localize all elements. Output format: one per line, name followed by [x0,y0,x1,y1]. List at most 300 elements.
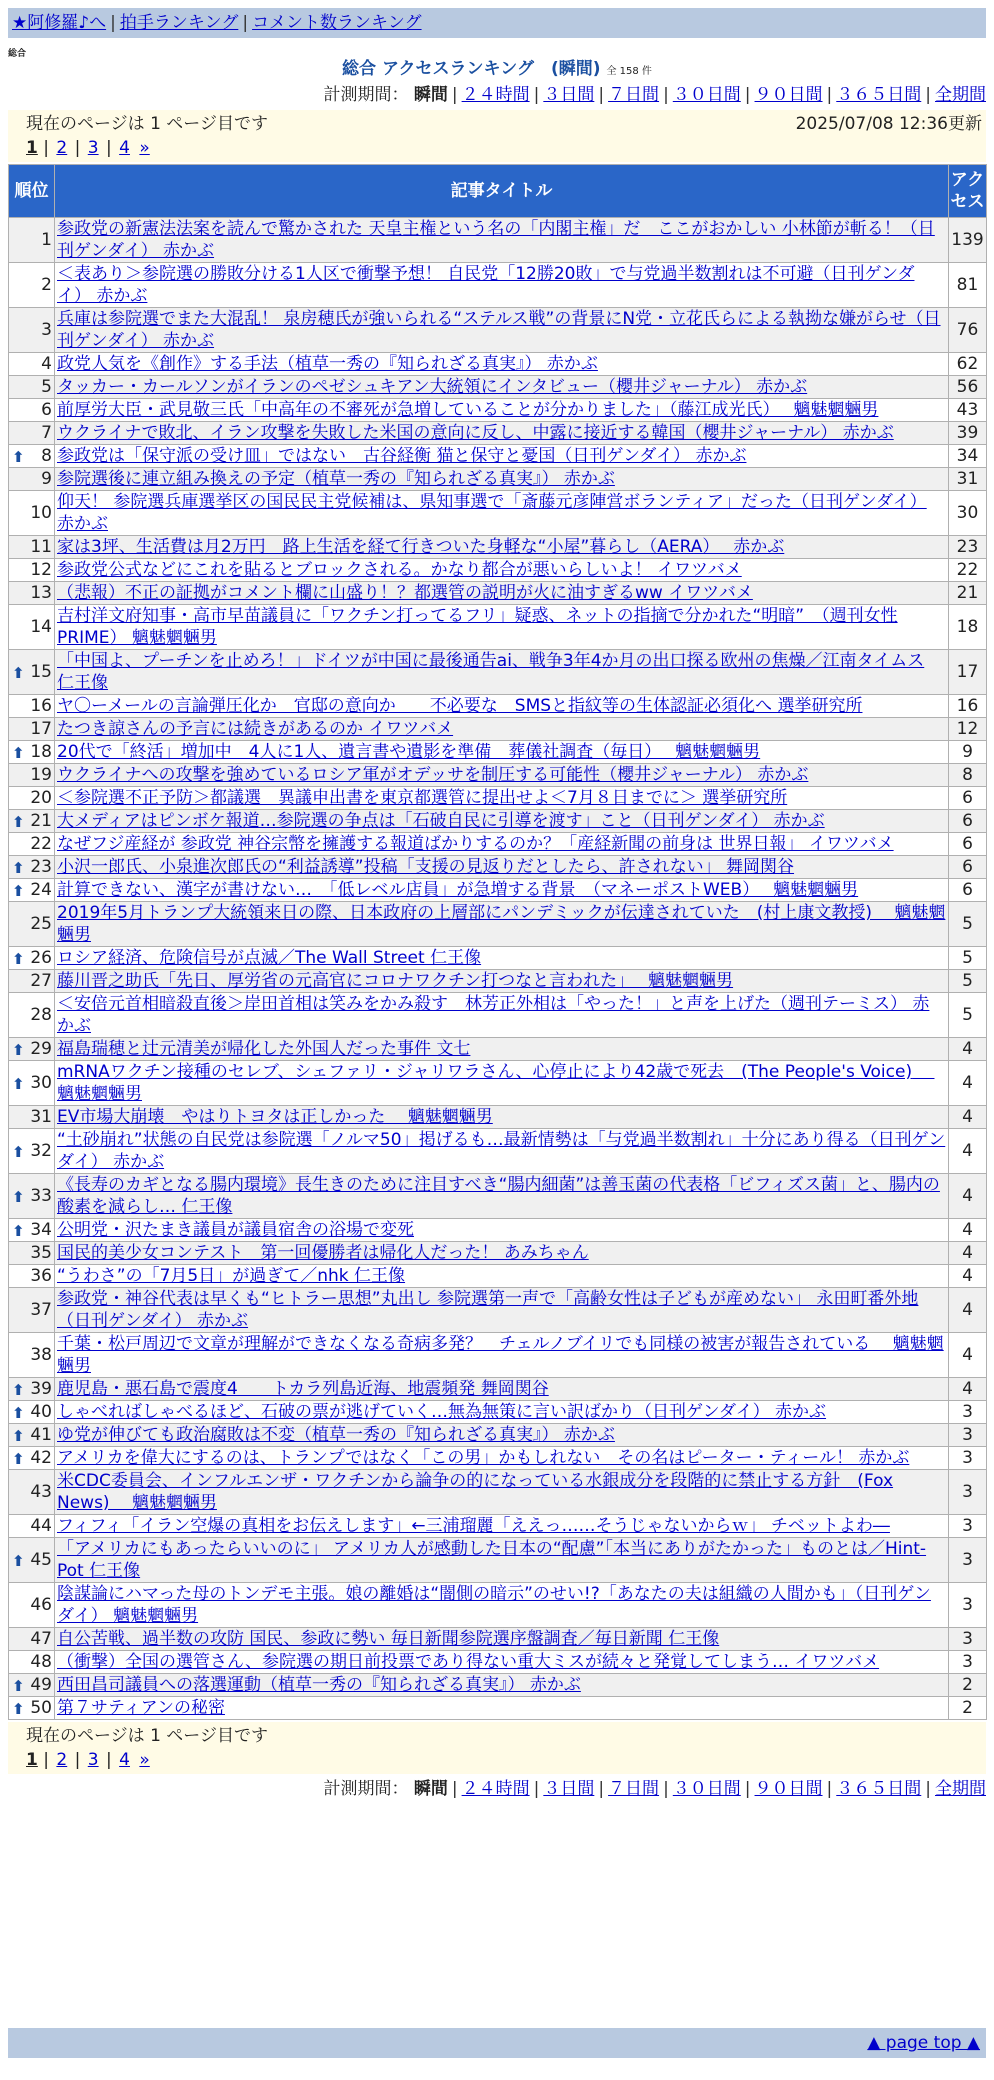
access-count: 4 [949,1038,987,1061]
rank-cell [9,1378,55,1401]
article-link[interactable]: “土砂崩れ”状態の自民党は参院選「ノルマ50」掲げるも…最新情勢は「与党過半数割れ」十分にあり得る（日刊ゲンダイ） 赤かぶ [57,1130,946,1172]
page-link-4[interactable]: 4 [119,1750,130,1770]
rank-cell [9,1583,55,1628]
title-cell [55,1628,949,1651]
ranking-table [8,164,987,1720]
table-row [9,1061,987,1106]
title-cell [55,422,949,445]
rank-cell [9,1219,55,1242]
table-row [9,1447,987,1470]
title-cell [55,810,949,833]
rank-number: 45 [30,1550,52,1570]
rank-number: 44 [30,1516,52,1536]
table-row [9,879,987,902]
access-count: 4 [949,1129,987,1174]
access-count: 139 [949,218,987,263]
page-top-link[interactable]: ▲ page top ▲ [867,2033,980,2053]
title-cell [55,399,949,422]
table-row [9,559,987,582]
article-link[interactable]: ゆ党が伸びても政治腐敗は不変（植草一秀の『知られざる真実』） 赤かぶ [57,1425,615,1445]
rank-number: 40 [30,1402,52,1422]
title-cell [55,650,949,695]
article-link[interactable]: 「アメリカにもあったらいいのに」 アメリカ人が感動した日本の“配慮”「本当にありがたかった」ものとは／Hint-Pot 仁王像 [57,1539,927,1581]
article-link[interactable]: 仰天！ 参院選兵庫選挙区の国民民主党候補は、県知事選で「斎藤元彦陣営ボランティア」だった（日刊ゲンダイ） 赤かぶ [57,492,927,534]
period-all-link[interactable]: 全期間 [935,85,986,105]
table-row [9,445,987,468]
rank-cell [9,559,55,582]
table-row [9,993,987,1038]
title-cell [55,1515,949,1538]
access-count: 56 [949,376,987,399]
rank-cell [9,787,55,810]
table-row [9,536,987,559]
period-90d-link[interactable]: ９０日間 [754,85,823,105]
page-title-text: 総合 アクセスランキング (瞬間) [342,59,601,79]
rank-number: 13 [30,583,52,603]
rank-cell [9,1424,55,1447]
rank-cell [9,718,55,741]
table-row [9,787,987,810]
table-row [9,718,987,741]
rank-cell [9,353,55,376]
table-row [9,810,987,833]
title-cell [55,1674,949,1697]
article-link[interactable]: 20代で「終活」増加中 4人に1人、遺言書や遺影を準備 葬儀社調査（毎日） 魑魅魍魎男 [57,742,761,762]
period-365d-link[interactable]: ３６５日間 [836,85,922,105]
title-cell [55,353,949,376]
access-count: 81 [949,263,987,308]
header-title: 記事タイトル [55,165,949,218]
period-30d-link[interactable]: ３０日間 [672,85,741,105]
rank-number: 17 [30,719,52,739]
rank-number: 34 [30,1220,52,1240]
rank-cell [9,1061,55,1106]
period-selector-bottom: 計測期間： 瞬間 | ２４時間 | ３日間 | ７日間 | ３０日間 | ９０日間 | ３６５日間 | 全期間 [323,1779,986,1799]
article-link[interactable]: “うわさ”の「7月5日」が過ぎて／nhk 仁王像 [57,1266,406,1286]
rank-cell [9,1333,55,1378]
title-cell [55,1424,949,1447]
title-cell [55,263,949,308]
table-row [9,1038,987,1061]
access-count: 3 [949,1583,987,1628]
rank-cell [9,810,55,833]
access-count: 43 [949,399,987,422]
rank-cell [9,902,55,947]
rank-number: 12 [30,560,52,580]
rank-cell [9,1515,55,1538]
article-link[interactable]: ＜表あり＞参院選の勝敗分ける1人区で衝撃予想！ 自民党「12勝20敗」で与党過半数割れは不可避（日刊ゲンダイ） 赤かぶ [57,264,915,306]
access-count: 3 [949,1470,987,1515]
access-count: 3 [949,1515,987,1538]
rank-number: 14 [30,617,52,637]
access-count: 2 [949,1674,987,1697]
ranking-body [9,218,987,1720]
article-link[interactable]: たつき諒さんの予言には続きがあるのか イワツバメ [57,719,454,739]
rank-number: 31 [30,1107,52,1127]
rank-up-arrow-icon: ⬆ [12,1677,25,1695]
table-row [9,1424,987,1447]
rank-number: 16 [30,696,52,716]
rank-cell [9,833,55,856]
title-cell [55,559,949,582]
period-365d-link[interactable]: ３６５日間 [836,1779,922,1799]
article-link[interactable]: 「中国よ、プーチンを止めろ！」ドイツが中国に最後通告ai、戦争3年4か月の出口探る欧州の焦燥／江南タイムス 仁王像 [57,651,925,693]
rank-cell [9,1106,55,1129]
rank-number: 10 [30,503,52,523]
rank-number: 2 [41,275,52,295]
access-count: 4 [949,1061,987,1106]
rank-up-arrow-icon: ⬆ [12,1404,25,1422]
period-3d-link[interactable]: ３日間 [543,85,595,105]
rank-number: 4 [41,354,52,374]
rank-cell [9,1288,55,1333]
table-row [9,1378,987,1401]
access-count: 3 [949,1628,987,1651]
article-link[interactable]: なぜフジ産経が 参政党 神谷宗幣を擁護する報道ばかりするのか？「産経新聞の前身は 世界日報」 イワツバメ [57,834,894,854]
page-title [0,58,994,83]
rank-number: 26 [30,948,52,968]
article-link[interactable]: 参政党は「保守派の受け皿」ではない 古谷経衡 猫と保守と憂国（日刊ゲンダイ） 赤かぶ [57,446,747,466]
table-row [9,605,987,650]
rank-number: 11 [30,537,52,557]
article-link[interactable]: 第７サティアンの秘密 [57,1698,225,1718]
article-link[interactable]: 吉村洋文府知事・高市早苗議員に「ワクチン打ってるフリ」疑惑、ネットの指摘で分かれた“明暗” （週刊女性PRIME） 魑魅魍魎男 [57,606,898,648]
rank-cell [9,1651,55,1674]
article-link[interactable]: 福島瑞穂と辻元清美が帰化した外国人だった事件 文七 [57,1039,471,1059]
title-cell [55,993,949,1038]
access-count: 4 [949,1174,987,1219]
rank-number: 36 [30,1266,52,1286]
rank-number: 41 [30,1425,52,1445]
title-cell [55,1470,949,1515]
title-cell [55,1697,949,1720]
total-count: 全 158 件 [606,66,652,77]
title-cell [55,468,949,491]
table-row [9,218,987,263]
period-30d-link[interactable]: ３０日間 [672,1779,741,1799]
rank-number: 18 [30,742,52,762]
rank-cell [9,1470,55,1515]
article-link[interactable]: タッカー・カールソンがイランのペゼシュキアン大統領にインタビュー（櫻井ジャーナル） 赤かぶ [57,377,808,397]
title-cell [55,376,949,399]
title-cell [55,695,949,718]
access-count: 39 [949,422,987,445]
page-link-4[interactable]: 4 [119,138,130,158]
period-7d-link[interactable]: ７日間 [608,1779,660,1799]
rank-number: 20 [30,788,52,808]
rank-cell [9,1538,55,1583]
rank-number: 3 [41,320,52,340]
title-cell [55,1288,949,1333]
rank-number: 46 [30,1595,52,1615]
access-count: 5 [949,947,987,970]
rank-number: 8 [41,446,52,466]
article-link[interactable]: 前厚労大臣・武見敬三氏「中高年の不審死が急増していることが分かりました」（藤江成光氏） 魑魅魍魎男 [57,400,879,420]
title-cell [55,833,949,856]
rank-up-arrow-icon: ⬆ [12,1143,25,1161]
period-24h-link[interactable]: ２４時間 [461,1779,530,1799]
article-link[interactable]: 計算できない、漢字が書けない… 「低レベル店員」が急増する背景 （マネーポストWEB） 魑魅魍魎男 [57,880,859,900]
title-cell [55,218,949,263]
rank-number: 47 [30,1629,52,1649]
article-link[interactable]: 自公苦戦、過半数の攻防 国民、参政に勢い 毎日新聞参院選序盤調査／毎日新聞 仁王像 [57,1629,720,1649]
period-24h-link[interactable]: ２４時間 [461,85,530,105]
page-link-3[interactable]: 3 [87,138,99,158]
period-current: 瞬間 [413,1779,448,1799]
rank-cell [9,1628,55,1651]
rank-number: 42 [30,1448,52,1468]
article-link[interactable]: 鹿児島・悪石島で震度4 トカラ列島近海、地震頻発 舞岡関谷 [57,1379,549,1399]
access-count: 6 [949,833,987,856]
rank-up-arrow-icon: ⬆ [12,882,25,900]
rank-cell [9,263,55,308]
table-row [9,582,987,605]
page-next-link[interactable]: » [139,1750,150,1770]
title-cell [55,445,949,468]
table-row [9,650,987,695]
update-date: 2025/07/08 12:36更新 [795,114,982,134]
table-header-row [9,165,987,218]
article-link[interactable]: 小沢一郎氏、小泉進次郎氏の“利益誘導”投稿「支援の見返りだとしたら、許されない」 舞岡関谷 [57,857,795,877]
rank-number: 6 [41,400,52,420]
article-link[interactable]: ロシア経済、危険信号が点滅／The Wall Street 仁王像 [57,948,482,968]
article-link[interactable]: mRNAワクチン接種のセレブ、シェファリ・ジャリワラさん、心停止により42歳で死去 (The People's Voice) 魑魅魍魎男 [57,1062,935,1104]
article-link[interactable]: 陰謀論にハマった母のトンデモ主張。娘の離婚は“闇側の暗示”のせい!?「あなたの夫は組織の人間かも」（日刊ゲンダイ） 魑魅魍魎男 [57,1584,931,1626]
rank-cell [9,1242,55,1265]
title-cell [55,741,949,764]
table-row [9,1583,987,1628]
article-link[interactable]: 公明党・沢たまき議員が議員宿舎の浴場で変死 [57,1220,414,1240]
access-count: 5 [949,902,987,947]
article-link[interactable]: 家は3坪、生活費は月2万円 路上生活を経て行きついた身軽な“小屋”暮らし（AERA） 赤かぶ [57,537,785,557]
page-info-bottom [8,1722,986,1774]
article-link[interactable]: 参政党の新憲法法案を読んで驚かされた 天皇主権という名の「内閣主権」だ ここがおかしい 小林節が斬る！（日刊ゲンダイ） 赤かぶ [57,219,935,261]
article-link[interactable]: 《長寿のカギとなる腸内環境》長生きのために注目すべき“腸内細菌”は善玉菌の代表格「ビフィズス菌」と、腸内の酸素を減らし… 仁王像 [57,1175,940,1217]
applause-ranking-link[interactable]: 拍手ランキング [119,13,239,33]
article-link[interactable]: ヤ〇ーメールの言論弾圧化か 官邸の意向か 不必要な SMSと指紋等の生体認証必須化へ 選挙研究所 [57,696,863,716]
rank-cell [9,376,55,399]
title-cell [55,1106,949,1129]
pagination: 1 | 2 | 3 | 4 » [26,138,150,158]
rank-cell [9,1401,55,1424]
rank-number: 30 [30,1073,52,1093]
access-count: 4 [949,1333,987,1378]
article-link[interactable]: フィフィ「イラン空爆の真相をお伝えします」←三浦瑠麗「ええっ……そうじゃないからｗ」 チベットよわ― [57,1516,890,1536]
article-link[interactable]: 兵庫は参院選でまた大混乱！ 泉房穂氏が強いられる“ステルス戦”の背景にN党・立花氏らによる執拗な嫌がらせ（日刊ゲンダイ） 赤かぶ [57,309,941,351]
article-link[interactable]: 大メディアはピンボケ報道…参院選の争点は「石破自民に引導を渡す」こと（日刊ゲンダイ） 赤かぶ [57,811,825,831]
page-info-top [8,110,986,162]
title-cell [55,970,949,993]
rank-cell [9,582,55,605]
rank-cell [9,308,55,353]
access-count: 34 [949,445,987,468]
rank-cell [9,1265,55,1288]
title-cell [55,1061,949,1106]
rank-number: 21 [30,811,52,831]
rank-cell [9,993,55,1038]
title-cell [55,1447,949,1470]
access-count: 12 [949,718,987,741]
rank-up-arrow-icon: ⬆ [12,1381,25,1399]
article-link[interactable]: ウクライナで敗北、イラン攻撃を失敗した米国の意向に反し、中露に接近する韓国（櫻井ジャーナル） 赤かぶ [57,423,894,443]
current-page-text: 現在のページは 1 ページ目です [26,114,268,134]
article-link[interactable]: 米CDC委員会、インフルエンザ・ワクチンから論争の的になっている水銀成分を段階的に禁止する方針 (Fox News) 魑魅魍魎男 [57,1471,894,1513]
article-link[interactable]: ウクライナへの攻撃を強めているロシア軍がオデッサを制圧する可能性（櫻井ジャーナル） 赤かぶ [57,765,809,785]
page-next-link[interactable]: » [139,138,150,158]
page-current: 1 [26,1750,38,1770]
article-link[interactable]: 藤川晋之助氏「先日、厚労省の元高官にコロナワクチン打つなと言われた」 魑魅魍魎男 [57,971,734,991]
table-row [9,695,987,718]
header-count: アクセス [949,165,987,218]
title-cell [55,605,949,650]
table-row [9,376,987,399]
table-row [9,399,987,422]
title-cell [55,856,949,879]
rank-cell [9,741,55,764]
rank-up-arrow-icon: ⬆ [12,1450,25,1468]
rank-cell [9,536,55,559]
page-link-2[interactable]: 2 [56,138,68,158]
rank-cell [9,445,55,468]
rank-cell [9,491,55,536]
rank-cell [9,695,55,718]
period-7d-link[interactable]: ７日間 [608,85,660,105]
access-count: 18 [949,605,987,650]
category-label: 総合 [8,49,27,59]
access-count: 6 [949,879,987,902]
rank-number: 48 [30,1652,52,1672]
period-label: 計測期間： [323,1779,409,1799]
rank-cell [9,422,55,445]
rank-cell [9,399,55,422]
title-cell [55,1174,949,1219]
rank-cell [9,1697,55,1720]
table-row [9,1333,987,1378]
comment-ranking-link[interactable]: コメント数ランキング [252,13,422,33]
rank-number: 50 [30,1698,52,1718]
access-count: 23 [949,536,987,559]
access-count: 6 [949,856,987,879]
rank-cell [9,879,55,902]
access-count: 4 [949,1265,987,1288]
title-cell [55,787,949,810]
table-row [9,947,987,970]
rank-number: 39 [30,1379,52,1399]
title-cell [55,1333,949,1378]
header-rank: 順位 [9,165,55,218]
rank-cell [9,605,55,650]
article-link[interactable]: 2019年5月トランプ大統領来日の際、日本政府の上層部にパンデミックが伝達されていた (村上康文教授) 魑魅魍魎男 [57,903,946,945]
rank-up-arrow-icon: ⬆ [12,1700,25,1718]
period-label: 計測期間： [323,85,409,105]
page-link-3[interactable]: 3 [87,1750,99,1770]
article-link[interactable]: ＜安倍元首相暗殺直後＞岸田首相は笑みをかみ殺す 林芳正外相は「やった！」と声を上げた（週刊テーミス） 赤かぶ [57,994,930,1036]
rank-number: 1 [41,230,52,250]
rank-cell [9,1674,55,1697]
rank-up-arrow-icon: ⬆ [12,1222,25,1240]
access-count: 31 [949,468,987,491]
access-count: 9 [949,741,987,764]
rank-cell [9,650,55,695]
page-link-2[interactable]: 2 [56,1750,68,1770]
article-link[interactable]: 政党人気を《創作》する手法（植草一秀の『知られざる真実』） 赤かぶ [57,354,598,374]
article-link[interactable]: 千葉・松戸周辺で文章が理解ができなくなる奇病多発？ チェルノブイリでも同様の被害が報告されている 魑魅魍魎男 [57,1334,944,1376]
table-row [9,1515,987,1538]
table-row [9,1628,987,1651]
article-link[interactable]: ＜参院選不正予防＞都議選 異議申出書を東京都選管に提出せよ＜7月８日までに＞ 選挙研究所 [57,788,788,808]
rank-number: 7 [41,423,52,443]
access-count: 16 [949,695,987,718]
period-current: 瞬間 [413,85,448,105]
access-count: 4 [949,1106,987,1129]
title-cell [55,1219,949,1242]
access-count: 21 [949,582,987,605]
title-cell [55,902,949,947]
article-link[interactable]: （悲報）不正の証拠がコメント欄に山盛り！？都選管の説明が火に油すぎるww イワツバメ [57,583,753,603]
period-90d-link[interactable]: ９０日間 [754,1779,823,1799]
table-row [9,1129,987,1174]
rank-number: 25 [30,914,52,934]
rank-up-arrow-icon: ⬆ [12,950,25,968]
title-cell [55,879,949,902]
article-link[interactable]: しゃべればしゃべるほど、石破の票が逃げていく…無為無策に言い訳ばかり（日刊ゲンダイ） 赤かぶ [57,1402,827,1422]
article-link[interactable]: 参政党・神谷代表は早くも“ヒトラー思想”丸出し 参院選第一声で「高齢女性は子どもが産めない」 永田町番外地（日刊ゲンダイ） 赤かぶ [57,1289,919,1331]
table-row [9,1674,987,1697]
rank-up-arrow-icon: ⬆ [12,1552,25,1570]
access-count: 5 [949,993,987,1038]
period-all-link[interactable]: 全期間 [935,1779,986,1799]
access-count: 22 [949,559,987,582]
rank-number: 19 [30,765,52,785]
period-selector-top: 計測期間： 瞬間 | ２４時間 | ３日間 | ７日間 | ３０日間 | ９０日間 | ３６５日間 | 全期間 [323,85,986,105]
access-count: 76 [949,308,987,353]
rank-cell [9,764,55,787]
rank-number: 33 [30,1186,52,1206]
access-count: 17 [949,650,987,695]
rank-number: 22 [30,834,52,854]
table-row [9,1697,987,1720]
rank-cell [9,1038,55,1061]
title-cell [55,764,949,787]
article-link[interactable]: 国民的美少女コンテスト 第一回優勝者は帰化人だった！ あみちゃん [57,1243,589,1263]
title-cell [55,491,949,536]
asyura-home-link[interactable]: ★阿修羅♪へ [12,13,107,33]
rank-number: 43 [30,1482,52,1502]
article-link[interactable]: アメリカを偉大にするのは、トランプではなく「この男」かもしれない その名はピーター・ティール！ 赤かぶ [57,1448,910,1468]
rank-up-arrow-icon: ⬆ [12,1041,25,1059]
article-link[interactable]: 参院選後に連立組み換えの予定（植草一秀の『知られざる真実』） 赤かぶ [57,469,615,489]
article-link[interactable]: （衝撃）全国の選管さん、参院選の期日前投票であり得ない重大ミスが続々と発覚してしまう… イワツバメ [57,1652,880,1672]
title-cell [55,1401,949,1424]
period-3d-link[interactable]: ３日間 [543,1779,595,1799]
page-current: 1 [26,138,38,158]
separator: | [110,13,116,33]
table-row [9,1288,987,1333]
access-count: 4 [949,1378,987,1401]
access-count: 4 [949,1242,987,1265]
rank-cell [9,947,55,970]
access-count: 8 [949,764,987,787]
article-link[interactable]: 参政党公式などにこれを貼るとブロックされる。かなり都合が悪いらしいよ！ イワツバメ [57,560,742,580]
article-link[interactable]: EV市場大崩壊 やはりトヨタは正しかった 魑魅魍魎男 [57,1107,493,1127]
access-count: 30 [949,491,987,536]
rank-number: 37 [30,1300,52,1320]
title-cell [55,536,949,559]
rank-number: 5 [41,377,52,397]
table-row [9,1219,987,1242]
article-link[interactable]: 西田昌司議員への落選運動（植草一秀の『知られざる真実』） 赤かぶ [57,1675,581,1695]
title-cell [55,1038,949,1061]
